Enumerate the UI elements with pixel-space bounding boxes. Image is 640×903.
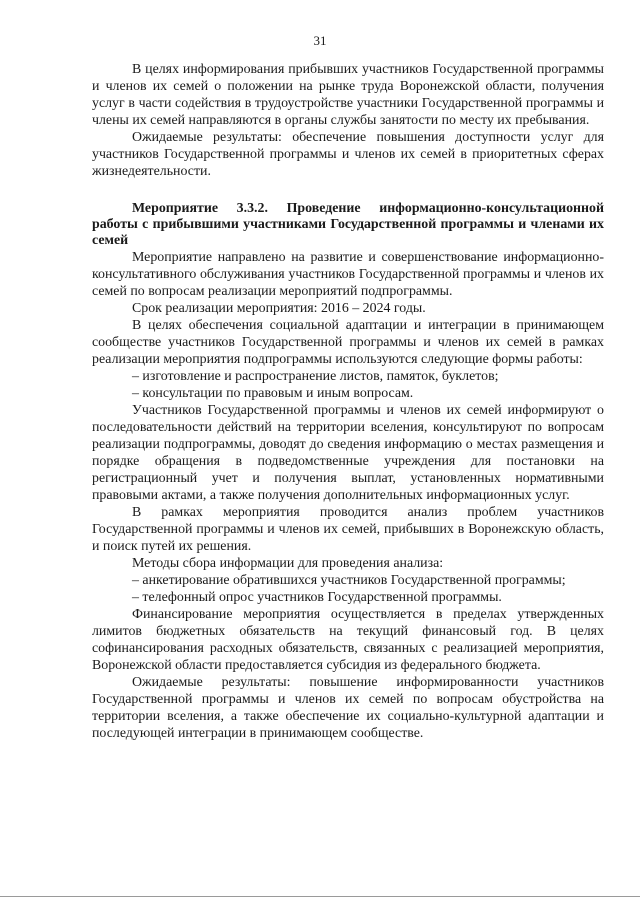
paragraph-informing: В целях информирования прибывших участников Государственной программы и членов их семей о положении на рынке труда Воронежской области, получения услуг в части содействия в трудоустройстве участники Государственной программы и члены их семей направляются в органы службы занятости по месту их пребывания. [92,62,604,128]
bottom-divider [0,896,640,897]
paragraph-financing: Финансирование мероприятия осуществляется в пределах утвержденных лимитов бюджетных обязательств на текущий финансовый год. В целях софинансирования расходных обязательств, связанных с реализацией мероприятия, Воронежской области предоставляется субсидия из федерального бюджета. [92,607,604,673]
document-body [92,61,604,742]
paragraph-problem-analysis: В рамках мероприятия проводится анализ проблем участников Государственной программы и членов их семей, прибывших в Воронежскую область, и поиск путей их решения. [92,505,604,554]
paragraph-implementation-period: Срок реализации мероприятия: 2016 – 2024 годы. [132,301,426,316]
list-item-leaflets: – изготовление и распространение листов, памяток, буклетов; [132,369,499,384]
section-heading: Мероприятие 3.3.2. Проведение информационно-консультационной работы с прибывшими участниками Государственной программы и членами их семей [92,201,604,248]
paragraph-expected-results-2: Ожидаемые результаты: повышение информированности участников Государственной программы и членов их семей по вопросам обустройства на территории вселения, а также обеспечение их социально-культурной адаптации и последующей интеграции в принимающем сообществе. [92,675,604,741]
paragraph-informing-participants: Участников Государственной программы и членов их семей информируют о последовательности действий на территории вселения, консультируют по вопросам реализации подпрограммы, доводят до сведения информацию о местах размещения и порядке обращения в подведомственные учреждения для постановки на регистрационный учет и получения выплат, установленных нормативными правовыми актами, а также получения дополнительных информационных услуг. [92,403,604,503]
page-number: 31 [313,33,327,48]
paragraph-expected-results-1: Ожидаемые результаты: обеспечение повышения доступности услуг для участников Государственной программы и членов их семей в приоритетных сферах жизнедеятельности. [92,130,604,179]
list-item-consultations: – консультации по правовым и иным вопросам. [132,386,414,401]
paragraph-methods-intro: Методы сбора информации для проведения анализа: [132,556,444,571]
list-item-phone-survey: – телефонный опрос участников Государственной программы. [132,590,502,605]
list-item-questionnaire: – анкетирование обратившихся участников Государственной программы; [132,573,566,588]
paragraph-measure-purpose: Мероприятие направлено на развитие и совершенствование информационно-консультативного обслуживания участников Государственной программы и членов их семей по вопросам реализации мероприятий подпрограммы. [92,250,604,299]
paragraph-work-forms-intro: В целях обеспечения социальной адаптации и интеграции в принимающем сообществе участников Государственной программы и членов их семей в рамках реализации мероприятия подпрограммы используются следующие формы работы: [92,318,604,367]
